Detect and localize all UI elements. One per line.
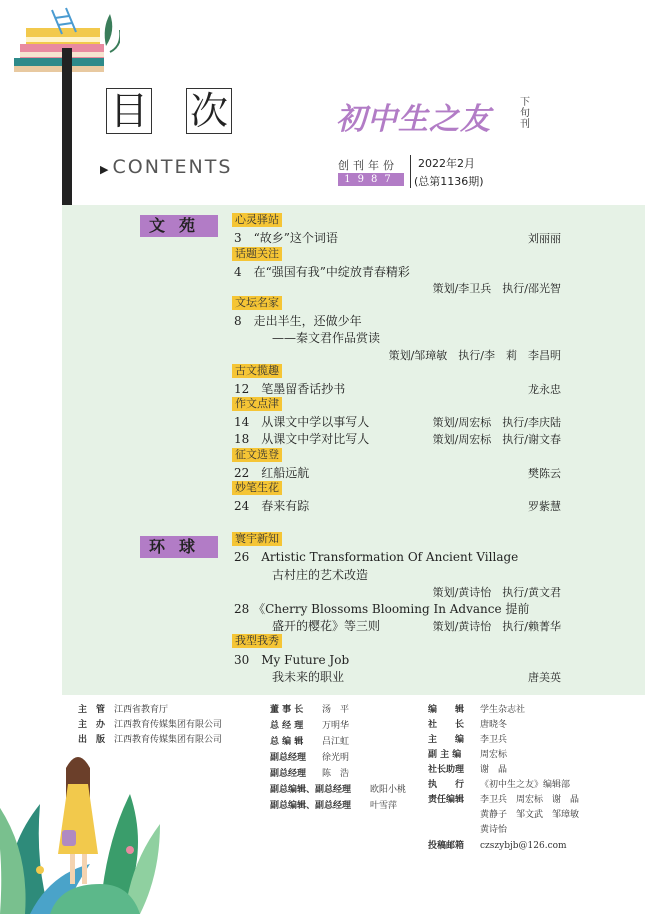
masthead-row [270,734,349,747]
masthead-row [428,762,507,775]
toc-entry-subtitle: 古村庄的艺术改造 [248,568,369,582]
toc-credit: 刘丽丽 [528,232,561,245]
masthead-value: 李卫兵 周宏标 谢 晶 [480,795,580,805]
masthead-row [78,717,222,730]
masthead-value: 江西教育传媒集团有限公司 [114,735,223,745]
tag-zuowen: 作文点津 [232,397,282,411]
masthead-value: 陈 浩 [322,769,350,779]
toc-entry[interactable]: 28 《Cherry Blossoms Blooming In Advance 提前 [234,602,530,616]
triangle-icon: ▶ [100,163,111,176]
girl-plants-illustration [0,740,160,914]
tag-xinling: 心灵驿站 [232,213,282,227]
masthead-value: 叶雪萍 [370,801,398,811]
toc-credit: 策划/邹璋敏 执行/李 莉 李昌明 [388,349,561,362]
toc-entry[interactable]: 22 红船远航 [234,466,310,480]
masthead-label: 总 经 理 [270,721,304,731]
masthead-label: 总 编 辑 [270,737,304,747]
toc-entry[interactable]: 4 在“强国有我”中绽放青春精彩 [234,265,410,279]
tag-miaobi: 妙笔生花 [232,481,282,495]
masthead-value: 万明华 [322,721,350,731]
masthead-row [428,777,570,790]
email-link[interactable]: czszybjb@126.com [480,841,567,851]
masthead-value: 黄静子 邹文武 邹璋敏 [480,810,580,820]
tag-wentan: 文坛名家 [232,296,282,310]
masthead-row [428,717,507,730]
masthead-label: 社长助理 [428,765,465,775]
toc-credit: 龙永忠 [528,383,561,396]
masthead-label: 副总编辑、副总经理 [270,785,352,795]
section-label-wenyuan: 文苑 [140,215,218,237]
masthead-value: 江西教育传媒集团有限公司 [114,720,223,730]
toc-entry[interactable]: 3 “故乡”这个词语 [234,231,338,245]
contents-label: CONTENTS [112,156,233,178]
masthead-value: 周宏标 [480,750,508,760]
masthead-value: 汤 平 [322,705,350,715]
masthead-label: 副总经理 [270,753,307,763]
masthead-label: 社 长 [428,720,465,730]
toc-credit: 策划/黄诗怡 执行/赖菁华 [432,620,561,633]
masthead-row [428,702,525,715]
masthead-label: 出 版 [78,735,106,745]
masthead-row [428,747,507,760]
masthead-value: 江西省教育厅 [114,705,169,715]
masthead-label: 投稿邮箱 [428,841,465,851]
tag-woxing: 我型我秀 [232,634,282,648]
masthead-label: 董 事 长 [270,705,304,715]
masthead-value: 谢 晶 [480,765,508,775]
founded-label: 创刊年份 [338,159,398,172]
title-char-1: 目 [106,88,152,134]
masthead-value: 徐光明 [322,753,350,763]
toc-entry-subtitle: ——秦文君作品赏读 [248,331,381,345]
masthead-value: 学生杂志社 [480,705,526,715]
masthead-row [78,702,168,715]
issue-number: (总第1136期) [414,175,484,188]
issue-date: 2022年2月 [418,157,475,170]
toc-entry-subtitle: 盛开的樱花》等三则 [248,619,381,633]
masthead-label: 副总经理 [270,769,307,779]
masthead-row [270,798,397,811]
masthead-row [270,750,349,763]
masthead-value: 李卫兵 [480,735,508,745]
title-char-2: 次 [186,88,232,134]
masthead-value: 欧阳小桃 [370,785,407,795]
toc-credit: 策划/黄诗怡 执行/黄文君 [432,586,561,599]
masthead-row [428,807,579,820]
masthead-value: 黄诗怡 [480,825,508,835]
masthead-value: 《初中生之友》编辑部 [480,780,571,790]
masthead-label: 编 辑 [428,705,465,715]
header-divider [410,155,411,188]
tag-huanyu: 寰宇新知 [232,532,282,546]
masthead-row [428,838,567,851]
masthead-row [270,702,349,715]
magazine-logo: 初中生之友 [336,102,491,137]
toc-credit: 罗紫慧 [528,500,561,513]
toc-credit: 策划/周宏标 执行/谢文春 [432,433,561,446]
tag-huati: 话题关注 [232,247,282,261]
toc-credit: 唐美英 [528,671,561,684]
masthead-value: 吕江虹 [322,737,350,747]
toc-entry[interactable]: 24 春来有踪 [234,499,310,513]
masthead-label: 主 编 [428,735,465,745]
masthead-label: 主 办 [78,720,106,730]
toc-entry[interactable]: 8 走出半生，还做少年 [234,314,362,328]
toc-entry[interactable]: 30 My Future Job [234,653,350,667]
masthead-row [270,718,349,731]
masthead-value: 唐晓冬 [480,720,508,730]
toc-entry[interactable]: 14 从课文中学以事写人 [234,415,370,429]
toc-credit: 策划/周宏标 执行/李庆陆 [432,416,561,429]
masthead-row [428,732,507,745]
header-vertical-bar [62,48,72,206]
masthead-label: 副总编辑、副总经理 [270,801,352,811]
toc-entry[interactable]: 12 笔墨留香话抄书 [234,382,346,396]
masthead-row [270,766,349,779]
toc-entry[interactable]: 26 Artistic Transformation Of Ancient Village [234,550,519,564]
contents-heading [100,156,232,178]
section-label-huanqiu: 环球 [140,536,218,558]
masthead-label: 副 主 编 [428,750,462,760]
tag-guwen: 古文揽趣 [232,364,282,378]
founded-year: 1987 [338,173,404,186]
masthead-row [428,792,579,805]
masthead-row [270,782,406,795]
toc-entry-subtitle: 我未来的职业 [248,670,345,684]
toc-credit: 樊陈云 [528,467,561,480]
masthead-label: 执 行 [428,780,465,790]
masthead-label: 主 管 [78,705,106,715]
masthead-label: 责任编辑 [428,795,465,805]
toc-credit: 策划/李卫兵 执行/邵光智 [432,282,561,295]
toc-entry[interactable]: 18 从课文中学对比写人 [234,432,370,446]
tag-zhengwen: 征文选登 [232,448,282,462]
masthead-row [428,822,507,835]
magazine-subtitle: 下旬刊 [520,97,530,130]
